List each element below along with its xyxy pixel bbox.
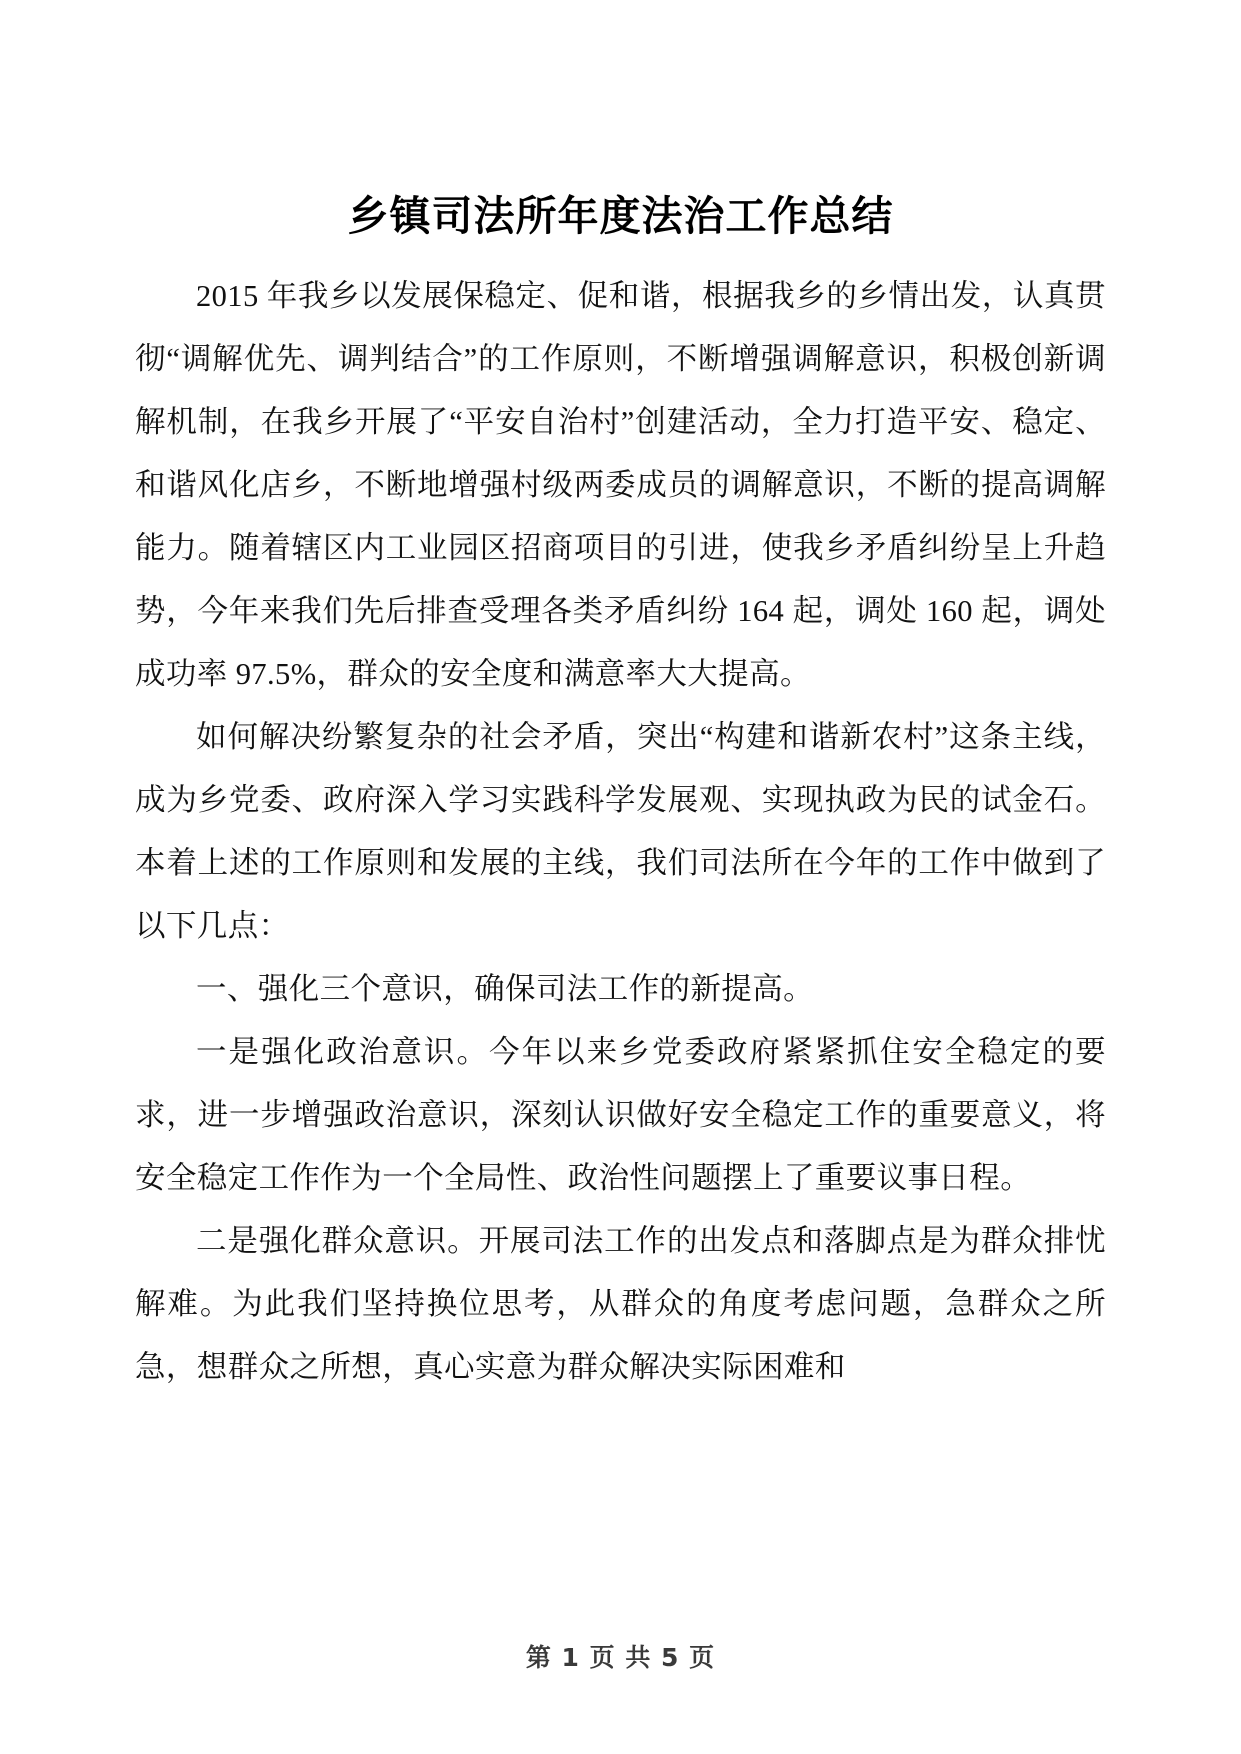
page-title: 乡镇司法所年度法治工作总结 (347, 192, 894, 240)
paragraph-3: 一、强化三个意识，确保司法工作的新提高。 (196, 972, 814, 1007)
paragraph-5: 二是强化群众意识。开展司法工作的出发点和落脚点是为群众排忧解难。为此我们坚持换位思考，从群众的角度考虑问题，急群众之所急，想群众之所想，真心实意为群众解决实际困难和 (135, 1224, 1106, 1385)
paragraph-4: 一是强化政治意识。今年以来乡党委政府紧紧抓住安全稳定的要求，进一步增强政治意识，深刻认识做好安全稳定工作的重要意义，将安全稳定工作作为一个全局性、政治性问题摆上了重要议事日程。 (135, 1035, 1106, 1196)
page-footer: 第 1 页 共 5 页 (525, 1643, 716, 1672)
paragraph-1: 2015 年我乡以发展保稳定、促和谐，根据我乡的乡情出发，认真贯彻“调解优先、调判结合”的工作原则，不断增强调解意识，积极创新调解机制，在我乡开展了“平安自治村”创建活动，全力打造平安、稳定、和谐风化店乡，不断地增强村级两委成员的调解意识，不断的提高调解能力。随着辖区内工业园区招商项目的引进，使我乡矛盾纠纷呈上升趋势，今年来我们先后排查受理各类矛盾纠纷 164 起，调处 160 起，调处成功率 97.5%，群众的安全度和满意率大大提高。 (135, 279, 1106, 692)
paragraph-2: 如何解决纷繁复杂的社会矛盾，突出“构建和谐新农村”这条主线，成为乡党委、政府深入学习实践科学发展观、实现执政为民的试金石。本着上述的工作原则和发展的主线，我们司法所在今年的工作中做到了以下几点： (135, 720, 1106, 944)
